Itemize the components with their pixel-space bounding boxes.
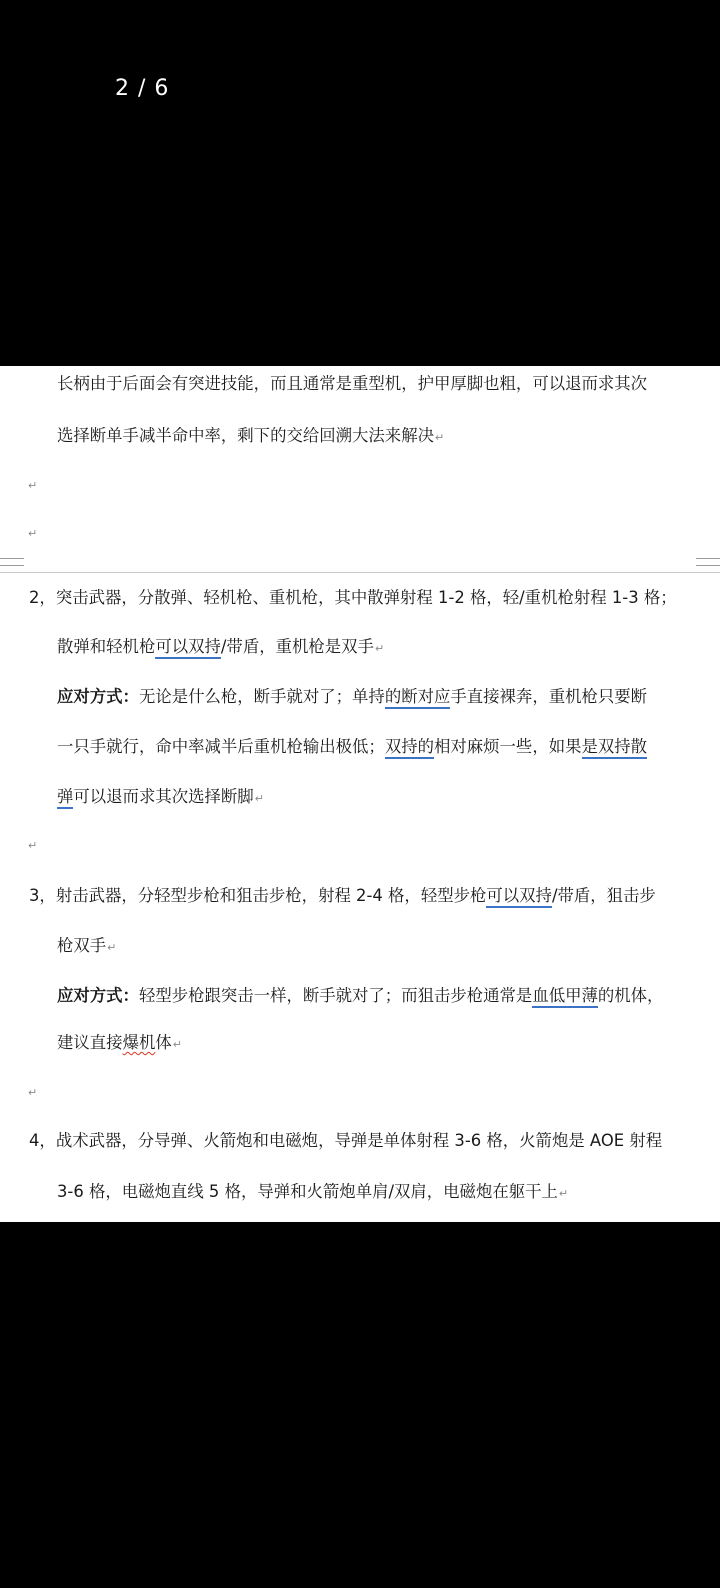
paragraph-mark-icon: ↵ bbox=[28, 1086, 38, 1099]
page-break-line bbox=[0, 572, 720, 573]
paragraph-mark-icon: ↵ bbox=[28, 839, 38, 852]
spellcheck-underline: 爆机 bbox=[122, 1033, 156, 1052]
text-line: 应对方式：轻型步枪跟突击一样，断手就对了；而狙击步枪通常是血低甲薄的机体， bbox=[57, 986, 663, 1006]
paragraph-mark-icon: ↵ bbox=[172, 1038, 182, 1051]
document-page[interactable] bbox=[0, 366, 720, 1222]
paragraph-mark-icon: ↵ bbox=[28, 527, 38, 540]
paragraph-mark-icon: ↵ bbox=[434, 431, 445, 444]
list-item-2: 2，突击武器，分散弹、轻机枪、重机枪，其中散弹射程 1-2 格，轻/重机枪射程 1-3 格； bbox=[29, 588, 677, 607]
text-line: 弹可以退而求其次选择断脚↵ bbox=[57, 787, 264, 809]
text-line: 应对方式：无论是什么枪，断手就对了；单持的断对应手直接裸奔，重机枪只要断 bbox=[57, 687, 647, 707]
crop-mark-right bbox=[696, 558, 720, 566]
text-line: 枪双手↵ bbox=[57, 936, 117, 955]
text-line: 3-6 格，电磁炮直线 5 格，导弹和火箭炮单肩/双肩，电磁炮在躯干上↵ bbox=[57, 1182, 569, 1201]
text-line: 散弹和轻机枪可以双持/带盾，重机枪是双手↵ bbox=[57, 637, 384, 659]
list-item-3: 3，射击武器，分轻型步枪和狙击步枪，射程 2-4 格，轻型步枪可以双持/带盾，狙击步 bbox=[29, 886, 656, 906]
paragraph-mark-icon: ↵ bbox=[107, 941, 117, 954]
crop-mark-left bbox=[0, 558, 24, 566]
paragraph-mark-icon: ↵ bbox=[558, 1187, 569, 1200]
paragraph-mark-icon: ↵ bbox=[374, 642, 385, 655]
paragraph-mark-icon: ↵ bbox=[28, 479, 38, 492]
page-indicator: 2 / 6 bbox=[115, 76, 170, 101]
text-line: 选择断单手减半命中率，剩下的交给回溯大法来解决↵ bbox=[57, 426, 445, 445]
list-item-4: 4，战术武器，分导弹、火箭炮和电磁炮，导弹是单体射程 3-6 格，火箭炮是 AOE 射程 bbox=[29, 1131, 663, 1150]
text-line: 长柄由于后面会有突进技能，而且通常是重型机，护甲厚脚也粗，可以退而求其次 bbox=[57, 374, 648, 393]
text-line: 建议直接爆机体↵ bbox=[57, 1033, 182, 1052]
paragraph-mark-icon: ↵ bbox=[254, 792, 264, 805]
text-line: 一只手就行，命中率减半后重机枪输出极低；双持的相对麻烦一些，如果是双持散 bbox=[57, 737, 647, 757]
